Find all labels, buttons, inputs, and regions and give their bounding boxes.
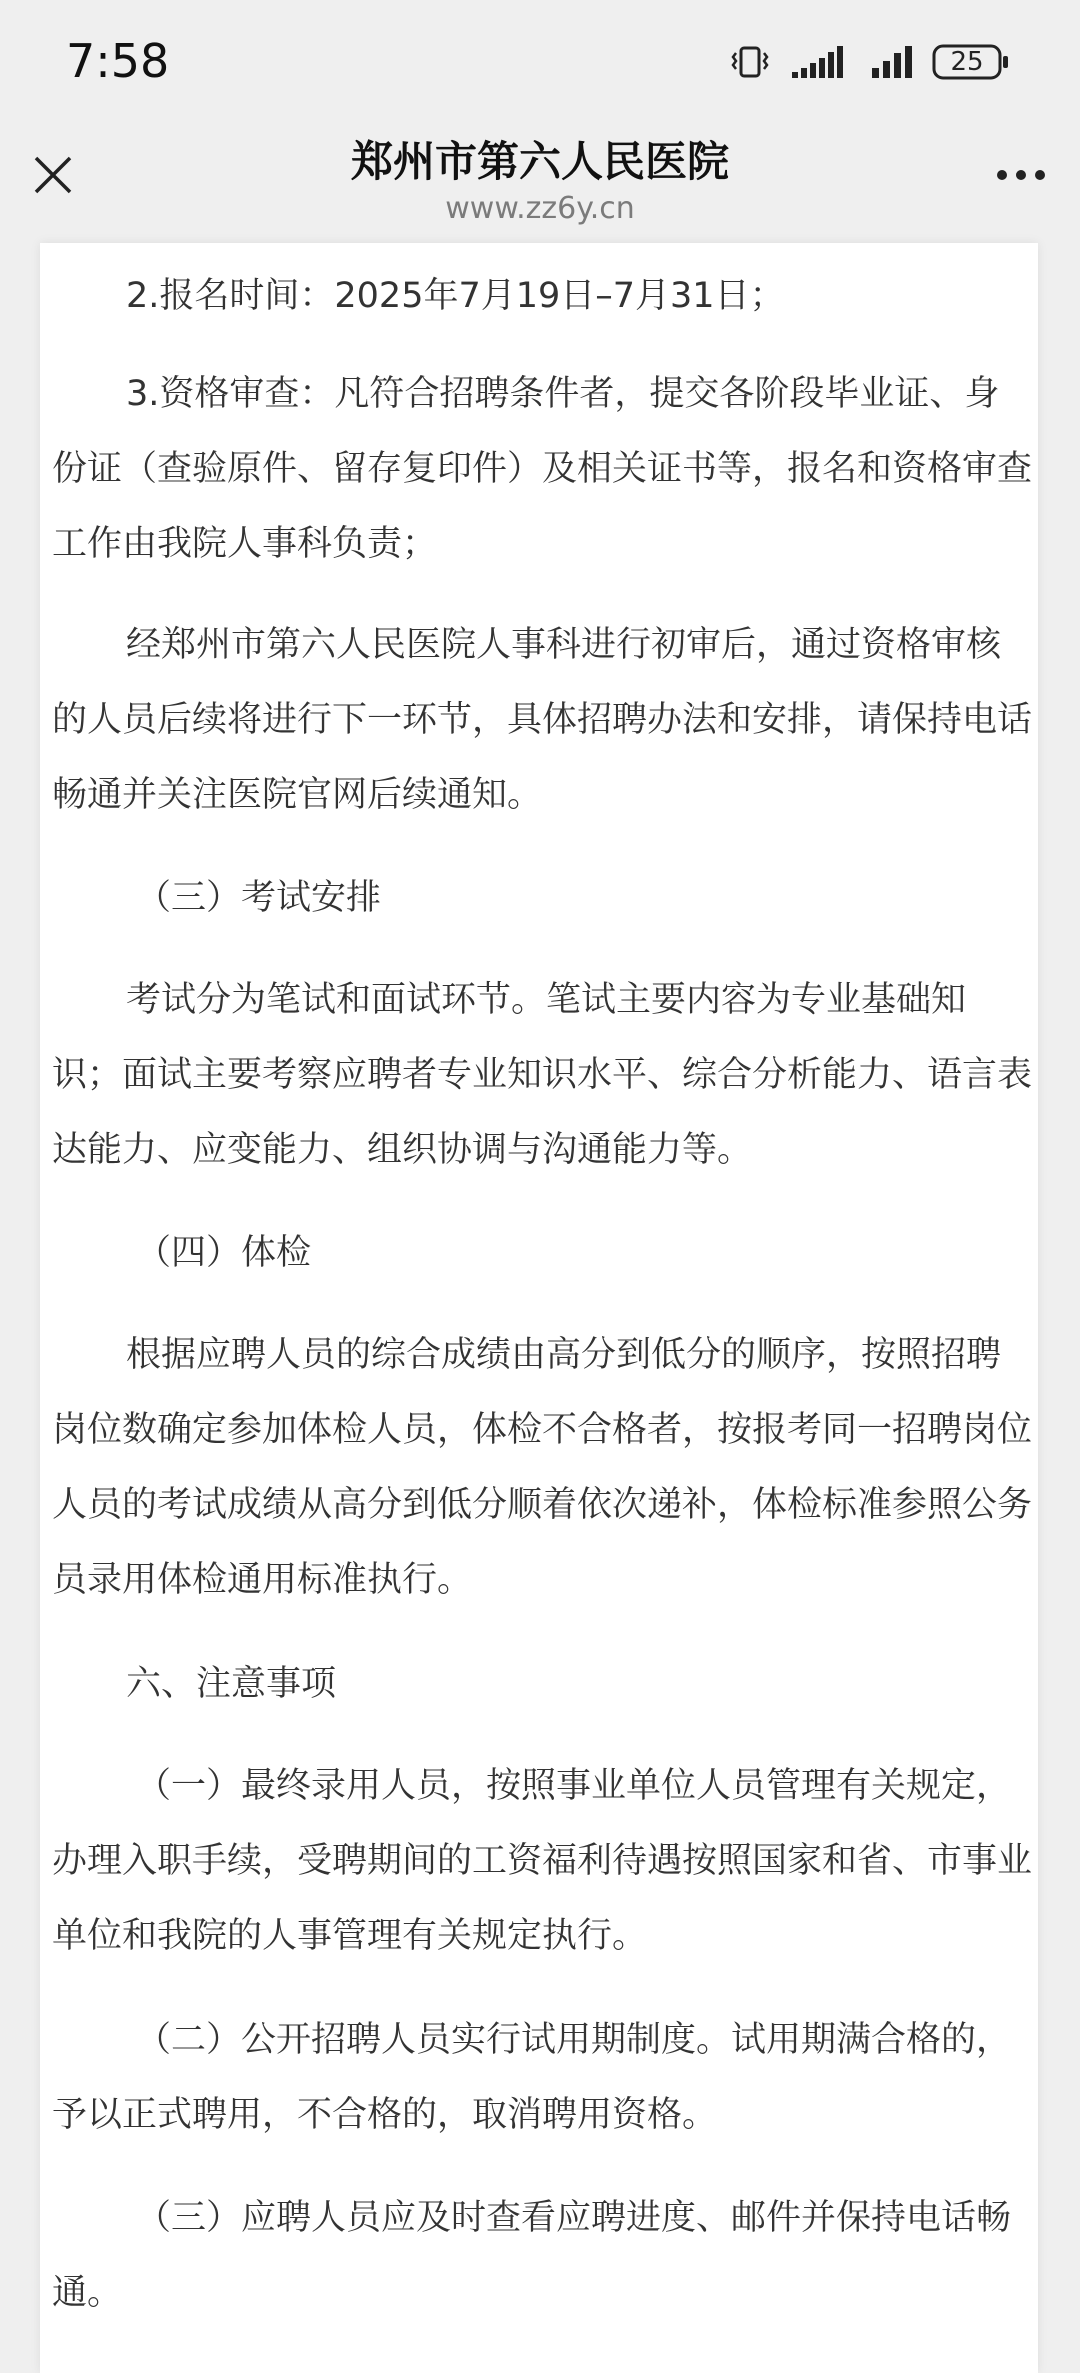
article-content: [40, 243, 1038, 2373]
article-paragraph: 3.资格审查：凡符合招聘条件者，提交各阶段毕业证、身份证（查验原件、留存复印件）及相关证书等，报名和资格审查工作由我院人事科负责；: [52, 374, 1033, 564]
close-icon: [33, 155, 73, 195]
page-url: www.zz6y.cn: [445, 191, 635, 226]
close-button[interactable]: [28, 150, 78, 200]
vibrate-icon: [728, 44, 772, 80]
article-paragraph: （三）应聘人员应及时查看应聘进度、邮件并保持电话畅通。: [52, 2198, 1012, 2313]
status-icons: [728, 40, 1010, 84]
section-heading: 六、注意事项: [126, 1664, 337, 1704]
article-paragraph: 2.报名时间：2025年7月19日–7月31日；: [126, 276, 785, 316]
more-icon: [997, 170, 1007, 180]
signal-icon: [790, 44, 852, 80]
article-paragraph: 经郑州市第六人民医院人事科进行初审后，通过资格审核的人员后续将进行下一环节，具体招聘办法和安排，请保持电话畅通并关注医院官网后续通知。: [52, 625, 1033, 815]
battery-icon: [932, 44, 1010, 80]
more-button[interactable]: [990, 155, 1052, 195]
article-paragraph: （一）最终录用人员，按照事业单位人员管理有关规定，办理入职手续，受聘期间的工资福利待遇按照国家和省、市事业单位和我院的人事管理有关规定执行。: [52, 1766, 1033, 1956]
article-paragraph: （二）公开招聘人员实行试用期制度。试用期满合格的，予以正式聘用，不合格的，取消聘用资格。: [52, 2020, 1012, 2135]
section-heading: （三）考试安排: [136, 878, 382, 918]
status-bar: [0, 0, 1080, 125]
nav-bar: [0, 125, 1080, 243]
article-paragraph: 根据应聘人员的综合成绩由高分到低分的顺序，按照招聘岗位数确定参加体检人员，体检不合格者，按报考同一招聘岗位人员的考试成绩从高分到低分顺着依次递补，体检标准参照公务员录用体检通用标准执行。: [52, 1335, 1033, 1600]
status-time: 7:58: [66, 34, 170, 88]
section-heading: （四）体检: [136, 1233, 312, 1273]
article-paragraph: 考试分为笔试和面试环节。笔试主要内容为专业基础知识；面试主要考察应聘者专业知识水平、综合分析能力、语言表达能力、应变能力、组织协调与沟通能力等。: [52, 980, 1033, 1170]
page-title: 郑州市第六人民医院: [350, 137, 729, 186]
signal-icon: [870, 44, 914, 80]
more-icon: [1035, 170, 1045, 180]
battery-level: 25: [950, 47, 984, 77]
more-icon: [1016, 170, 1026, 180]
